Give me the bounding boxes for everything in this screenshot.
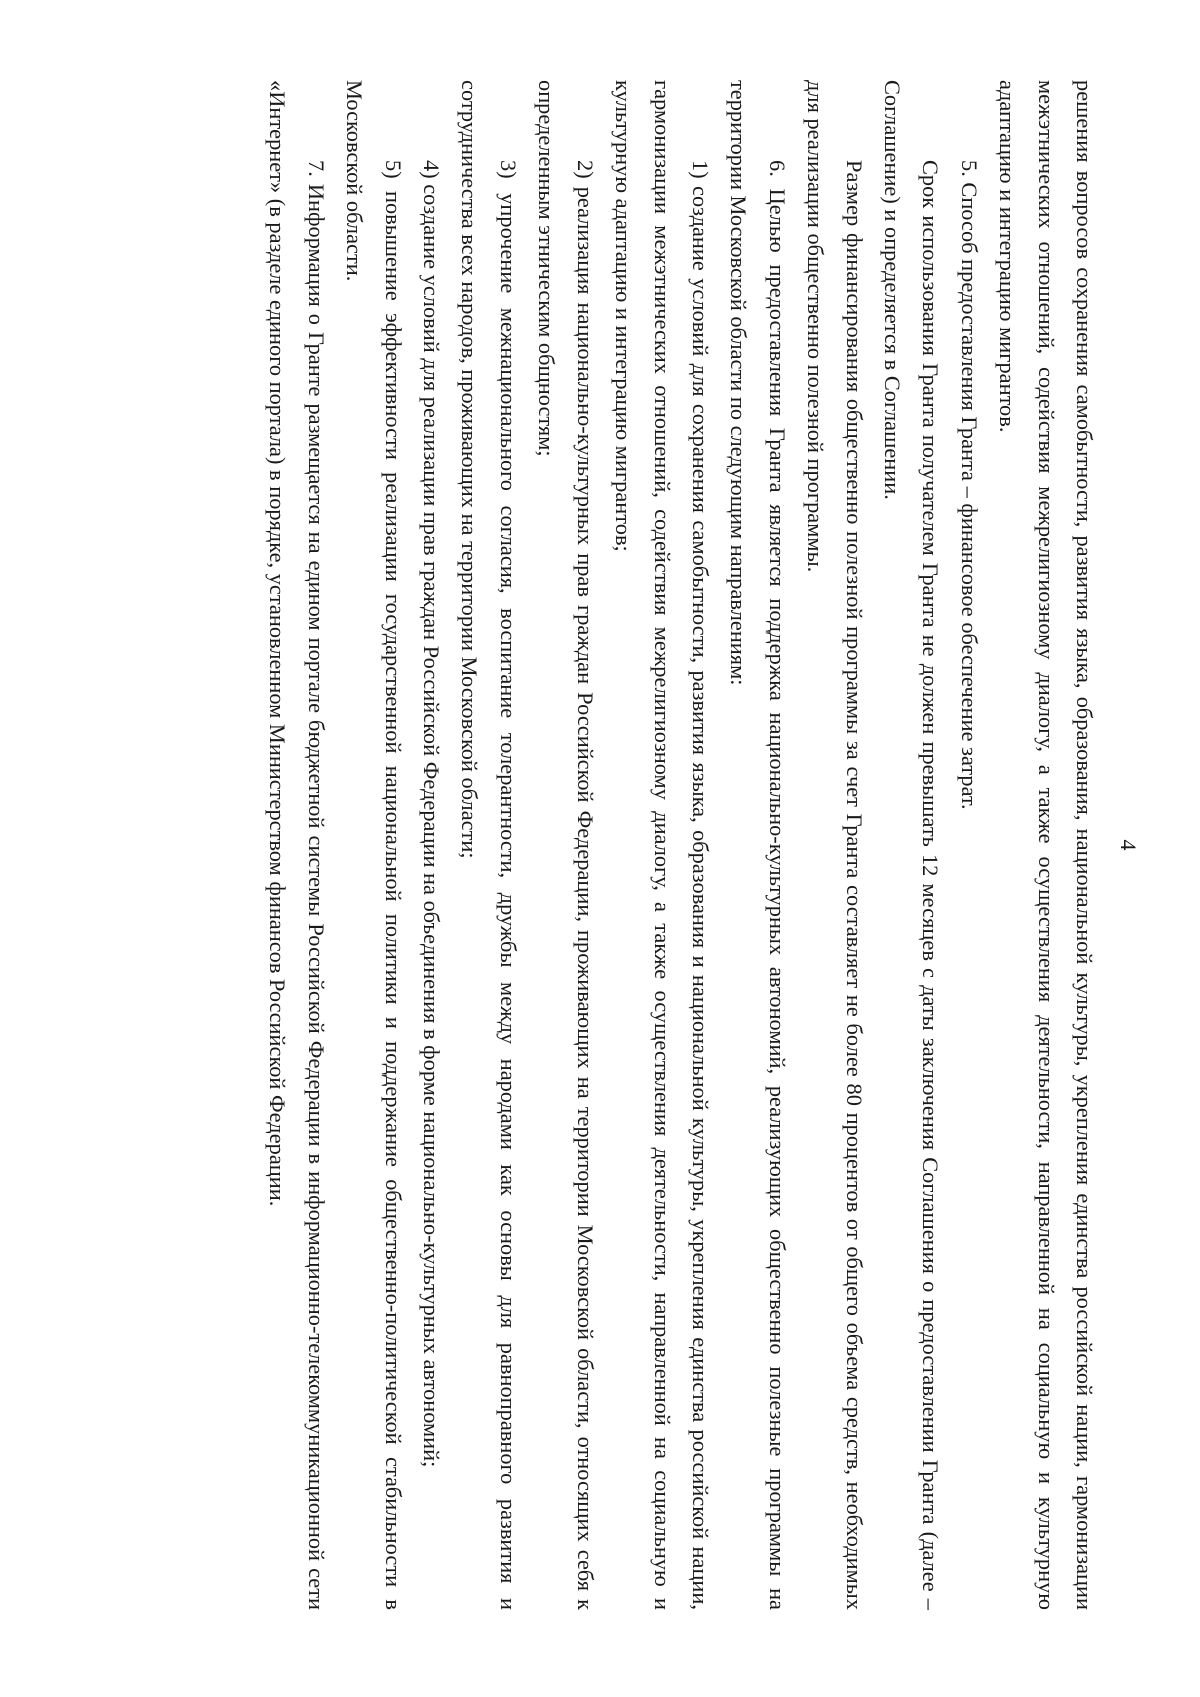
paragraph-continuation: решения вопросов сохранения самобытности, развития языка, образования, национальной культуры, укрепления единства российской нации, гармонизации межэтнических отношений, содействия межрелигиозному диалогу, а также осуществления деятельности, направленной на социальную и культурную адаптацию и интеграцию мигрантов. [995,80,1097,1610]
list-item-1: 1) создание условий для сохранения самобытности, развития языка, образования и национальной культуры, укрепления единства российской нации, гармонизации межэтнических отношений, содействия межрелигиозному диалогу, а также осуществления деятельности, направленной на социальную и культурную адаптацию и интеграцию мигрантов; [611,80,713,1610]
list-item-5: 5) повышение эффективности реализации государственной национальной политики и поддержание общественно-политической стабильности в Московской области. [342,80,406,1610]
paragraph-item-6: 6. Целью предоставления Гранта является поддержка национально-культурных автономий, реализующих общественно полезные программы на территории Московской области по следующим направлениям: [726,80,790,1610]
list-item-2: 2) реализация национально-культурных прав граждан Российской Федерации, проживающих на территории Московской области, относящих себя к определенным этническим общностям; [534,80,598,1610]
rotated-content [205,80,1145,1610]
paragraph-item-7: 7. Информация о Гранте размещается на едином портале бюджетной системы Российской Федерации в информационно-телекоммуникационной сети «Интернет» (в разделе единого портала) в порядке, установленном Министерством финансов Российской Федерации. [265,80,329,1610]
paragraph-item-5: 5. Способ предоставления Гранта – финансовое обеспечение затрат. [956,160,982,810]
page-number: 4 [1116,839,1141,851]
paragraph-financing-size: Размер финансирования общественно полезной программы за счет Гранта составляет не более 80 процентов от общего объема средств, необходимых для реализации общественно полезной программы. [803,80,867,1610]
list-item-4: 4) создание условий для реализации прав граждан Российской Федерации на объединения в форме национально-культурных автономий; [419,160,445,1468]
list-item-3: 3) упрочение межнационального согласия, воспитание толерантности, дружбы между народами как основы для равноправного развития и сотрудничества всех народов, проживающих на территории Московской области; [457,80,521,1610]
document-body [258,80,1103,1610]
paragraph-grant-term: Срок использования Гранта получателем Гранта не должен превышать 12 месяцев с даты заключения Соглашения о предоставлении Гранта (далее – Соглашение) и определяется в Соглашении. [879,80,944,1610]
